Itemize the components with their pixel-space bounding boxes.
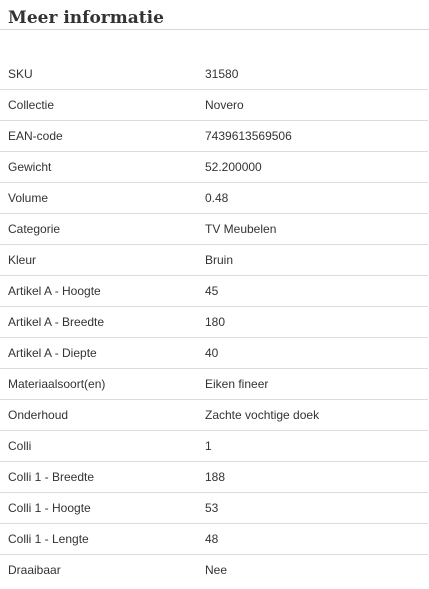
spec-value: 48 xyxy=(205,524,428,555)
spec-value: Eiken fineer xyxy=(205,369,428,400)
table-row xyxy=(0,431,428,462)
table-row xyxy=(0,493,428,524)
spec-value: Zachte vochtige doek xyxy=(205,400,428,431)
spec-label: Artikel A - Hoogte xyxy=(0,276,205,307)
spec-value: Bruin xyxy=(205,245,428,276)
spec-label: Volume xyxy=(0,183,205,214)
spec-value: 52.200000 xyxy=(205,152,428,183)
specifications-table xyxy=(0,59,428,585)
spec-label: Materiaalsoort(en) xyxy=(0,369,205,400)
table-row xyxy=(0,59,428,90)
spec-label: Onderhoud xyxy=(0,400,205,431)
spec-value: 1 xyxy=(205,431,428,462)
spec-value: 0.48 xyxy=(205,183,428,214)
spec-value: Novero xyxy=(205,90,428,121)
spec-label: Kleur xyxy=(0,245,205,276)
spec-value: 180 xyxy=(205,307,428,338)
spec-label: SKU xyxy=(0,59,205,90)
spec-value: 45 xyxy=(205,276,428,307)
table-row xyxy=(0,276,428,307)
table-row xyxy=(0,121,428,152)
table-row xyxy=(0,462,428,493)
section-title: Meer informatie xyxy=(8,8,164,28)
spec-label: Draaibaar xyxy=(8,563,61,577)
spec-value: 31580 xyxy=(205,59,428,90)
spec-label: EAN-code xyxy=(0,121,205,152)
spec-label: Colli 1 - Lengte xyxy=(0,524,205,555)
spec-value: 40 xyxy=(205,338,428,369)
spec-label: Artikel A - Diepte xyxy=(0,338,205,369)
title-divider xyxy=(0,29,429,30)
spec-value: Nee xyxy=(205,563,228,577)
spec-label: Collectie xyxy=(0,90,205,121)
spec-label: Colli 1 - Breedte xyxy=(0,462,205,493)
spec-value: 7439613569506 xyxy=(205,121,428,152)
table-row xyxy=(0,245,428,276)
table-row xyxy=(0,400,428,431)
spec-label: Categorie xyxy=(0,214,205,245)
table-row xyxy=(0,338,428,369)
spec-label: Gewicht xyxy=(0,152,205,183)
table-row xyxy=(0,307,428,338)
table-row xyxy=(0,90,428,121)
spec-label: Colli 1 - Hoogte xyxy=(0,493,205,524)
spec-label: Artikel A - Breedte xyxy=(0,307,205,338)
table-row xyxy=(0,555,428,586)
table-row xyxy=(0,183,428,214)
spec-value: 188 xyxy=(205,462,428,493)
table-row xyxy=(0,524,428,555)
table-row xyxy=(0,152,428,183)
table-row xyxy=(0,214,428,245)
spec-value: 53 xyxy=(205,493,428,524)
spec-value: TV Meubelen xyxy=(205,214,428,245)
table-row xyxy=(0,369,428,400)
spec-label: Colli xyxy=(0,431,205,462)
